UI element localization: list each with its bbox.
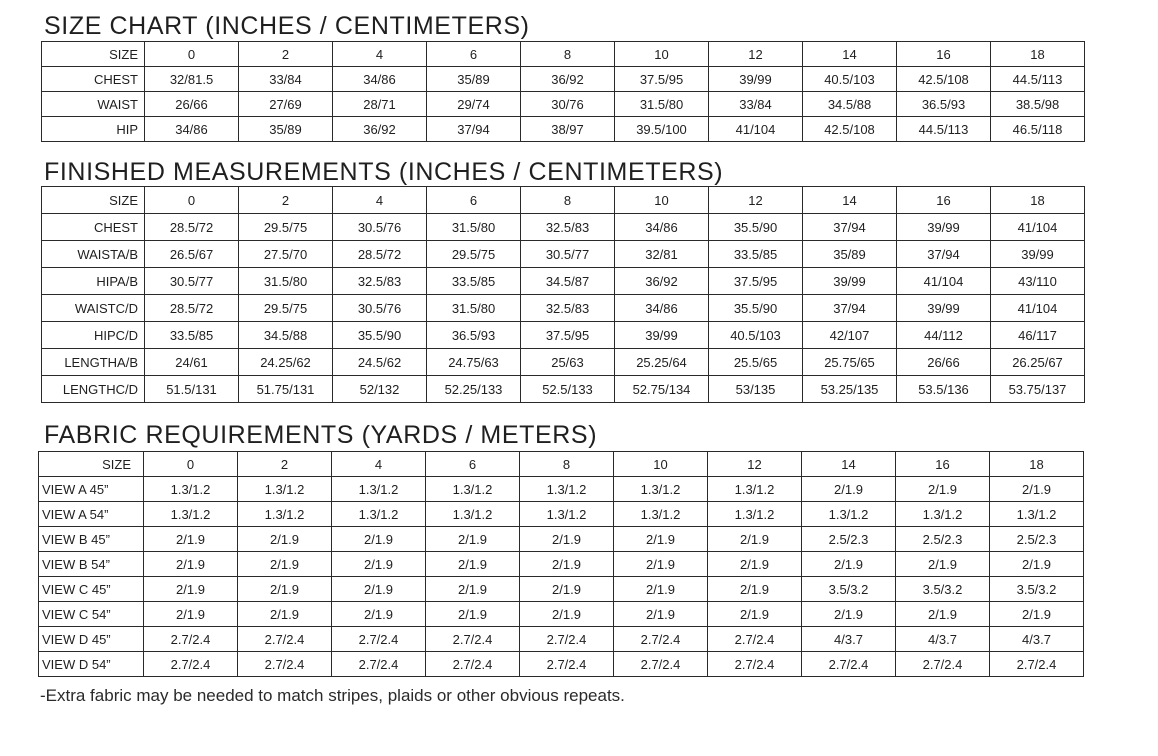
table-row <box>39 652 1084 677</box>
table-cell: 25.25/64 <box>615 349 709 376</box>
table-row <box>39 502 1084 527</box>
table-cell: 2/1.9 <box>238 527 332 552</box>
table-cell: 30.5/76 <box>333 295 427 322</box>
table-row <box>42 67 1085 92</box>
table-cell: 33.5/85 <box>145 322 239 349</box>
size-header-cell: 18 <box>991 42 1085 67</box>
table-cell: 37/94 <box>897 241 991 268</box>
table-cell: 53.75/137 <box>991 376 1085 403</box>
row-label: WAISTA/B <box>42 241 145 268</box>
size-header-cell: 18 <box>991 187 1085 214</box>
table-cell: 2/1.9 <box>238 552 332 577</box>
table-cell: 4/3.7 <box>802 627 896 652</box>
table-cell: 31.5/80 <box>239 268 333 295</box>
size-header-cell: 0 <box>145 187 239 214</box>
size-header-cell: 16 <box>897 187 991 214</box>
table-cell: 2.7/2.4 <box>708 627 802 652</box>
fabric-requirements-title: FABRIC REQUIREMENTS (YARDS / METERS) <box>44 421 598 449</box>
table-cell: 32/81 <box>615 241 709 268</box>
row-label: VIEW B 54” <box>39 552 144 577</box>
table-cell: 2/1.9 <box>614 552 708 577</box>
table-row <box>42 117 1085 142</box>
table-cell: 2/1.9 <box>144 602 238 627</box>
table-cell: 43/110 <box>991 268 1085 295</box>
table-cell: 2.7/2.4 <box>708 652 802 677</box>
table-cell: 35.5/90 <box>333 322 427 349</box>
table-cell: 52.75/134 <box>615 376 709 403</box>
table-cell: 28/71 <box>333 92 427 117</box>
table-cell: 2/1.9 <box>990 552 1084 577</box>
size-chart-table <box>41 41 1085 142</box>
table-cell: 2.7/2.4 <box>238 652 332 677</box>
table-cell: 39.5/100 <box>615 117 709 142</box>
table-cell: 1.3/1.2 <box>520 477 614 502</box>
table-cell: 26.5/67 <box>145 241 239 268</box>
table-cell: 33/84 <box>239 67 333 92</box>
table-cell: 37.5/95 <box>709 268 803 295</box>
table-cell: 44.5/113 <box>991 67 1085 92</box>
table-cell: 51.5/131 <box>145 376 239 403</box>
size-header-label: SIZE <box>42 42 145 67</box>
table-cell: 37/94 <box>427 117 521 142</box>
table-cell: 3.5/3.2 <box>896 577 990 602</box>
table-row <box>42 376 1085 403</box>
fabric-header-row <box>39 452 1084 477</box>
table-cell: 2/1.9 <box>990 602 1084 627</box>
table-cell: 2/1.9 <box>238 602 332 627</box>
table-row <box>42 349 1085 376</box>
table-cell: 4/3.7 <box>896 627 990 652</box>
table-cell: 34.5/88 <box>239 322 333 349</box>
size-header-cell: 18 <box>990 452 1084 477</box>
table-cell: 1.3/1.2 <box>238 477 332 502</box>
table-row <box>42 322 1085 349</box>
table-row <box>42 295 1085 322</box>
table-row <box>39 477 1084 502</box>
table-cell: 53.5/136 <box>897 376 991 403</box>
table-cell: 36.5/93 <box>897 92 991 117</box>
table-cell: 2/1.9 <box>520 577 614 602</box>
table-cell: 2/1.9 <box>708 527 802 552</box>
table-cell: 25.75/65 <box>803 349 897 376</box>
table-cell: 35.5/90 <box>709 214 803 241</box>
size-header-cell: 6 <box>427 42 521 67</box>
table-cell: 34/86 <box>615 295 709 322</box>
row-label: CHEST <box>42 214 145 241</box>
size-header-cell: 2 <box>239 42 333 67</box>
table-cell: 24/61 <box>145 349 239 376</box>
size-header-cell: 12 <box>708 452 802 477</box>
table-cell: 33/84 <box>709 92 803 117</box>
table-row <box>39 627 1084 652</box>
table-cell: 32/81.5 <box>145 67 239 92</box>
size-header-cell: 16 <box>896 452 990 477</box>
table-cell: 28.5/72 <box>333 241 427 268</box>
table-cell: 51.75/131 <box>239 376 333 403</box>
row-label: VIEW C 45” <box>39 577 144 602</box>
table-cell: 24.25/62 <box>239 349 333 376</box>
table-cell: 30.5/77 <box>145 268 239 295</box>
table-cell: 37.5/95 <box>615 67 709 92</box>
table-cell: 2/1.9 <box>990 477 1084 502</box>
table-cell: 39/99 <box>709 67 803 92</box>
finished-measurements-title: FINISHED MEASUREMENTS (INCHES / CENTIMETERS) <box>44 158 724 186</box>
table-cell: 44.5/113 <box>897 117 991 142</box>
row-label: VIEW B 45” <box>39 527 144 552</box>
table-cell: 1.3/1.2 <box>708 502 802 527</box>
table-cell: 26.25/67 <box>991 349 1085 376</box>
table-cell: 36.5/93 <box>427 322 521 349</box>
table-cell: 46/117 <box>991 322 1085 349</box>
table-cell: 2.7/2.4 <box>144 627 238 652</box>
row-label: HIP <box>42 117 145 142</box>
row-label: LENGTHA/B <box>42 349 145 376</box>
table-cell: 2/1.9 <box>614 527 708 552</box>
table-cell: 30.5/77 <box>521 241 615 268</box>
table-cell: 2/1.9 <box>332 577 426 602</box>
table-cell: 29.5/75 <box>427 241 521 268</box>
row-label: CHEST <box>42 67 145 92</box>
table-cell: 28.5/72 <box>145 295 239 322</box>
table-cell: 2/1.9 <box>520 602 614 627</box>
table-cell: 2.7/2.4 <box>238 627 332 652</box>
table-cell: 39/99 <box>897 295 991 322</box>
table-cell: 1.3/1.2 <box>332 477 426 502</box>
table-cell: 2.7/2.4 <box>802 652 896 677</box>
row-label: WAIST <box>42 92 145 117</box>
size-header-cell: 10 <box>615 42 709 67</box>
table-cell: 2.7/2.4 <box>426 652 520 677</box>
table-cell: 24.75/63 <box>427 349 521 376</box>
table-row <box>42 214 1085 241</box>
table-cell: 2.7/2.4 <box>614 652 708 677</box>
table-cell: 39/99 <box>897 214 991 241</box>
table-cell: 34.5/88 <box>803 92 897 117</box>
table-cell: 1.3/1.2 <box>332 502 426 527</box>
size-header-cell: 10 <box>615 187 709 214</box>
table-cell: 53/135 <box>709 376 803 403</box>
size-header-cell: 14 <box>803 42 897 67</box>
table-cell: 35/89 <box>803 241 897 268</box>
table-cell: 1.3/1.2 <box>520 502 614 527</box>
table-cell: 34/86 <box>615 214 709 241</box>
table-cell: 27.5/70 <box>239 241 333 268</box>
size-header-cell: 8 <box>521 42 615 67</box>
size-header-label: SIZE <box>39 452 144 477</box>
row-label: VIEW A 54” <box>39 502 144 527</box>
table-cell: 4/3.7 <box>990 627 1084 652</box>
table-cell: 2/1.9 <box>426 577 520 602</box>
table-cell: 2/1.9 <box>332 552 426 577</box>
table-cell: 34/86 <box>333 67 427 92</box>
table-cell: 26/66 <box>897 349 991 376</box>
size-chart-title: SIZE CHART (INCHES / CENTIMETERS) <box>44 12 530 40</box>
table-cell: 37/94 <box>803 295 897 322</box>
size-header-cell: 8 <box>520 452 614 477</box>
row-label: VIEW D 54” <box>39 652 144 677</box>
table-cell: 2/1.9 <box>896 477 990 502</box>
table-cell: 34/86 <box>145 117 239 142</box>
table-cell: 2/1.9 <box>520 527 614 552</box>
table-cell: 29.5/75 <box>239 214 333 241</box>
table-cell: 39/99 <box>803 268 897 295</box>
table-cell: 2.7/2.4 <box>144 652 238 677</box>
table-cell: 36/92 <box>521 67 615 92</box>
table-cell: 1.3/1.2 <box>802 502 896 527</box>
table-cell: 24.5/62 <box>333 349 427 376</box>
size-header-label: SIZE <box>42 187 145 214</box>
table-cell: 2/1.9 <box>614 602 708 627</box>
size-header-cell: 14 <box>803 187 897 214</box>
row-label: LENGTHC/D <box>42 376 145 403</box>
table-cell: 42.5/108 <box>897 67 991 92</box>
table-cell: 2/1.9 <box>426 527 520 552</box>
table-cell: 2/1.9 <box>520 552 614 577</box>
table-row <box>39 527 1084 552</box>
size-header-cell: 6 <box>427 187 521 214</box>
finished-measurements-table <box>41 186 1085 403</box>
size-header-cell: 2 <box>239 187 333 214</box>
table-cell: 40.5/103 <box>709 322 803 349</box>
table-cell: 42/107 <box>803 322 897 349</box>
table-cell: 2/1.9 <box>896 552 990 577</box>
row-label: VIEW A 45” <box>39 477 144 502</box>
table-cell: 44/112 <box>897 322 991 349</box>
table-cell: 41/104 <box>897 268 991 295</box>
table-cell: 46.5/118 <box>991 117 1085 142</box>
table-cell: 34.5/87 <box>521 268 615 295</box>
size-header-cell: 14 <box>802 452 896 477</box>
table-cell: 1.3/1.2 <box>238 502 332 527</box>
table-cell: 32.5/83 <box>521 214 615 241</box>
table-cell: 41/104 <box>709 117 803 142</box>
table-row <box>42 241 1085 268</box>
size-header-cell: 0 <box>145 42 239 67</box>
table-row <box>42 92 1085 117</box>
table-cell: 38/97 <box>521 117 615 142</box>
table-cell: 2/1.9 <box>708 602 802 627</box>
size-header-cell: 10 <box>614 452 708 477</box>
table-cell: 35/89 <box>427 67 521 92</box>
table-cell: 35.5/90 <box>709 295 803 322</box>
size-header-cell: 8 <box>521 187 615 214</box>
table-cell: 30.5/76 <box>333 214 427 241</box>
table-row <box>42 268 1085 295</box>
table-cell: 25/63 <box>521 349 615 376</box>
table-row <box>39 552 1084 577</box>
table-cell: 2.7/2.4 <box>332 627 426 652</box>
table-cell: 2.5/2.3 <box>802 527 896 552</box>
row-label: HIPC/D <box>42 322 145 349</box>
table-cell: 1.3/1.2 <box>614 477 708 502</box>
table-cell: 1.3/1.2 <box>896 502 990 527</box>
table-cell: 2.7/2.4 <box>614 627 708 652</box>
table-cell: 25.5/65 <box>709 349 803 376</box>
table-cell: 2.7/2.4 <box>896 652 990 677</box>
size-header-cell: 4 <box>333 42 427 67</box>
table-cell: 35/89 <box>239 117 333 142</box>
fabric-note: -Extra fabric may be needed to match stripes, plaids or other obvious repeats. <box>40 686 625 705</box>
table-cell: 27/69 <box>239 92 333 117</box>
table-cell: 2/1.9 <box>802 552 896 577</box>
table-cell: 41/104 <box>991 295 1085 322</box>
table-cell: 1.3/1.2 <box>990 502 1084 527</box>
table-cell: 3.5/3.2 <box>990 577 1084 602</box>
table-cell: 2/1.9 <box>332 527 426 552</box>
table-cell: 2.7/2.4 <box>520 627 614 652</box>
table-cell: 2/1.9 <box>802 602 896 627</box>
table-cell: 31.5/80 <box>427 295 521 322</box>
table-cell: 40.5/103 <box>803 67 897 92</box>
table-cell: 31.5/80 <box>615 92 709 117</box>
size-chart-header-row <box>42 42 1085 67</box>
table-cell: 2.5/2.3 <box>990 527 1084 552</box>
table-cell: 29/74 <box>427 92 521 117</box>
table-cell: 2.7/2.4 <box>520 652 614 677</box>
row-label: VIEW D 45” <box>39 627 144 652</box>
table-cell: 37/94 <box>803 214 897 241</box>
row-label: WAISTC/D <box>42 295 145 322</box>
table-cell: 1.3/1.2 <box>144 502 238 527</box>
size-header-cell: 2 <box>238 452 332 477</box>
table-cell: 1.3/1.2 <box>426 502 520 527</box>
size-header-cell: 4 <box>332 452 426 477</box>
table-row <box>39 577 1084 602</box>
table-cell: 2/1.9 <box>144 527 238 552</box>
table-cell: 2/1.9 <box>426 552 520 577</box>
table-cell: 41/104 <box>991 214 1085 241</box>
table-cell: 31.5/80 <box>427 214 521 241</box>
table-cell: 2/1.9 <box>426 602 520 627</box>
table-cell: 53.25/135 <box>803 376 897 403</box>
table-cell: 2/1.9 <box>708 577 802 602</box>
table-cell: 52.25/133 <box>427 376 521 403</box>
table-cell: 39/99 <box>991 241 1085 268</box>
size-header-cell: 12 <box>709 187 803 214</box>
row-label: HIPA/B <box>42 268 145 295</box>
table-cell: 38.5/98 <box>991 92 1085 117</box>
table-cell: 2/1.9 <box>238 577 332 602</box>
table-cell: 2.7/2.4 <box>426 627 520 652</box>
size-header-cell: 6 <box>426 452 520 477</box>
table-cell: 1.3/1.2 <box>144 477 238 502</box>
table-cell: 2.7/2.4 <box>332 652 426 677</box>
table-cell: 2/1.9 <box>802 477 896 502</box>
table-cell: 32.5/83 <box>333 268 427 295</box>
table-cell: 52.5/133 <box>521 376 615 403</box>
row-label: VIEW C 54” <box>39 602 144 627</box>
table-cell: 39/99 <box>615 322 709 349</box>
table-cell: 2.7/2.4 <box>990 652 1084 677</box>
table-cell: 36/92 <box>615 268 709 295</box>
table-cell: 2/1.9 <box>144 552 238 577</box>
size-header-cell: 0 <box>144 452 238 477</box>
table-cell: 52/132 <box>333 376 427 403</box>
table-cell: 42.5/108 <box>803 117 897 142</box>
table-cell: 28.5/72 <box>145 214 239 241</box>
table-cell: 2/1.9 <box>144 577 238 602</box>
table-cell: 33.5/85 <box>709 241 803 268</box>
table-cell: 30/76 <box>521 92 615 117</box>
finished-header-row <box>42 187 1085 214</box>
table-cell: 2/1.9 <box>708 552 802 577</box>
table-cell: 26/66 <box>145 92 239 117</box>
table-cell: 1.3/1.2 <box>708 477 802 502</box>
table-cell: 2.5/2.3 <box>896 527 990 552</box>
table-cell: 1.3/1.2 <box>426 477 520 502</box>
table-cell: 37.5/95 <box>521 322 615 349</box>
table-cell: 29.5/75 <box>239 295 333 322</box>
table-cell: 2/1.9 <box>614 577 708 602</box>
table-cell: 3.5/3.2 <box>802 577 896 602</box>
table-row <box>39 602 1084 627</box>
table-cell: 36/92 <box>333 117 427 142</box>
size-header-cell: 4 <box>333 187 427 214</box>
table-cell: 32.5/83 <box>521 295 615 322</box>
table-cell: 1.3/1.2 <box>614 502 708 527</box>
table-cell: 2/1.9 <box>332 602 426 627</box>
fabric-requirements-table <box>38 451 1084 677</box>
table-cell: 2/1.9 <box>896 602 990 627</box>
size-header-cell: 16 <box>897 42 991 67</box>
table-cell: 33.5/85 <box>427 268 521 295</box>
size-header-cell: 12 <box>709 42 803 67</box>
